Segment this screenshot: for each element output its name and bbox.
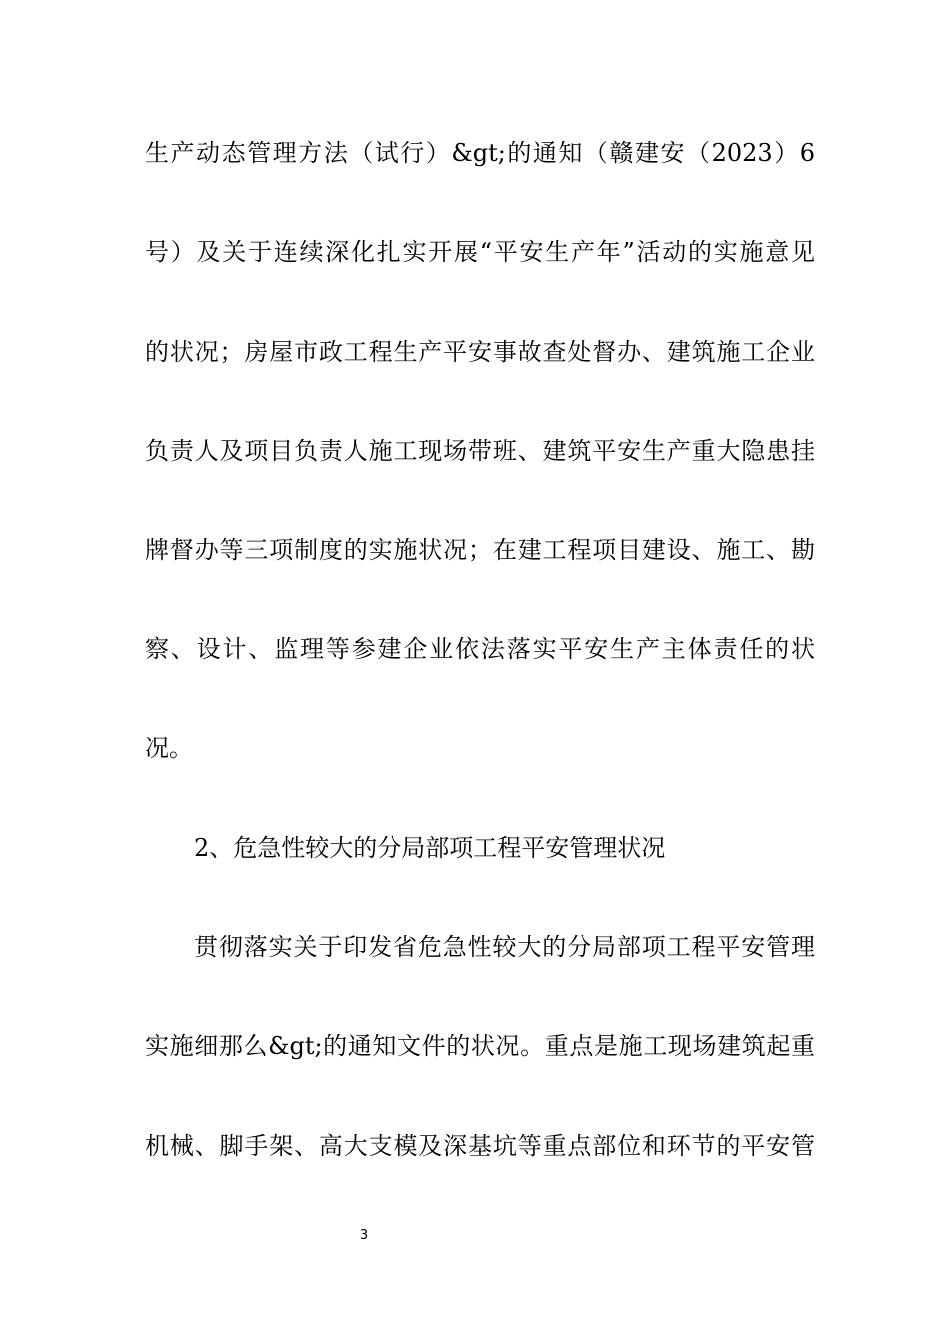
body-text-line: 负责人及项目负责人施工现场带班、建筑平安生产重大隐患挂 <box>145 437 815 465</box>
body-text-line: 况。 <box>145 734 193 762</box>
page-number: 3 <box>359 1228 369 1243</box>
body-text-line: 实施细那么&gt;的通知文件的状况。重点是施工现场建筑起重 <box>145 1032 815 1060</box>
body-text-line: 的状况；房屋市政工程生产平安事故查处督办、建筑施工企业 <box>145 338 815 366</box>
body-text-line: 贯彻落实关于印发省危急性较大的分局部项工程平安管理 <box>194 933 815 961</box>
body-text-line: 察、设计、监理等参建企业依法落实平安生产主体责任的状 <box>145 635 815 663</box>
body-text-line: 牌督办等三项制度的实施状况；在建工程项目建设、施工、勘 <box>145 536 815 564</box>
body-text-line: 机械、脚手架、高大支模及深基坑等重点部位和环节的平安管 <box>145 1132 815 1160</box>
section-heading: 2、危急性较大的分局部项工程平安管理状况 <box>194 834 666 862</box>
body-text-line: 生产动态管理方法（试行）&gt;的通知（赣建安（2023）6 <box>145 139 815 167</box>
body-text-line: 号）及关于连续深化扎实开展“平安生产年”活动的实施意见 <box>145 238 815 266</box>
